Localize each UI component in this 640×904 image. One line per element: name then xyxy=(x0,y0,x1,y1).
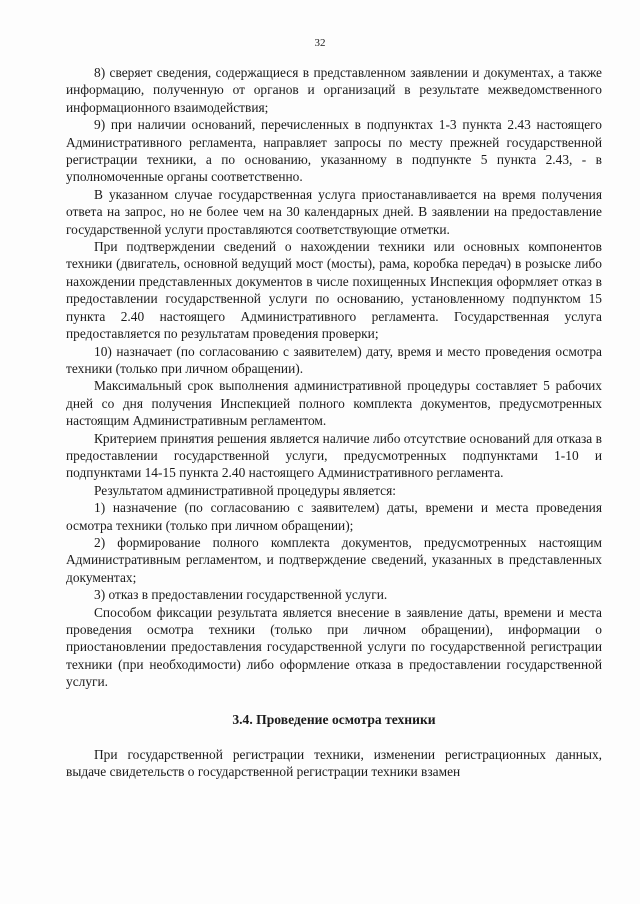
paragraph: В указанном случае государственная услуга приостанавливается на время получения ответа на запрос, но не более чем на 30 календарных дней. В заявлении на предоставление государственной услуги проставляются соответствующие отметки. xyxy=(66,186,602,237)
paragraph: 3) отказ в предоставлении государственной услуги. xyxy=(94,587,388,603)
paragraph: 1) назначение (по согласованию с заявителем) даты, времени и места проведения осмотра техники (только при личном обращении); xyxy=(66,500,602,533)
paragraph: При государственной регистрации техники, изменении регистрационных данных, выдаче свидетельств о государственной регистрации техники взамен xyxy=(66,747,602,780)
page-number: 32 xyxy=(314,37,326,49)
paragraph: При подтверждении сведений о нахождении техники или основных компонентов техники (двигатель, основной ведущий мост (мосты), рама, коробка передач) в розыске либо нахождении представленных документов в числе похищенных Инспекция оформляет отказ в предоставлении государственной услуги по основанию, установленному подпунктом 15 пункта 2.40 настоящего Административного регламента. Государственная услуга предоставляется по результатам проведения проверки; xyxy=(66,239,602,342)
paragraph: Максимальный срок выполнения административной процедуры составляет 5 рабочих дней со дня получения Инспекцией полного комплекта документов, предусмотренных настоящим Административным регламентом. xyxy=(66,378,602,429)
paragraph: 2) формирование полного комплекта документов, предусмотренных настоящим Административным регламентом, и подтверждение сведений, указанных в представленных документах; xyxy=(66,534,602,585)
document-body xyxy=(66,64,602,781)
paragraph: Способом фиксации результата является внесение в заявление даты, времени и места проведения осмотра техники (только при личном обращении), информации о приостановлении предоставления государственной услуги по государственной регистрации техники (при необходимости) либо оформление отказа в предоставлении государственной услуги. xyxy=(66,604,602,690)
paragraph: 9) при наличии оснований, перечисленных в подпунктах 1-3 пункта 2.43 настоящего Административного регламента, направляет запросы по месту прежней государственной регистрации техники, а по основанию, указанному в подпункте 5 пункта 2.43, - в уполномоченные органы соответственно. xyxy=(66,117,602,185)
paragraph: Результатом административной процедуры является: xyxy=(94,482,396,498)
paragraph: 10) назначает (по согласованию с заявителем) дату, время и место проведения осмотра техники (только при личном обращении). xyxy=(66,343,602,376)
section-heading: 3.4. Проведение осмотра техники xyxy=(232,711,436,727)
paragraph: Критерием принятия решения является наличие либо отсутствие оснований для отказа в предоставлении государственной услуги, предусмотренных подпунктами 1-10 и подпунктами 14-15 пункта 2.40 настоящего Административного регламента. xyxy=(66,430,602,481)
paragraph: 8) сверяет сведения, содержащиеся в представленном заявлении и документах, а также информацию, полученную от органов и организаций в результате межведомственного информационного взаимодействия; xyxy=(66,65,602,115)
